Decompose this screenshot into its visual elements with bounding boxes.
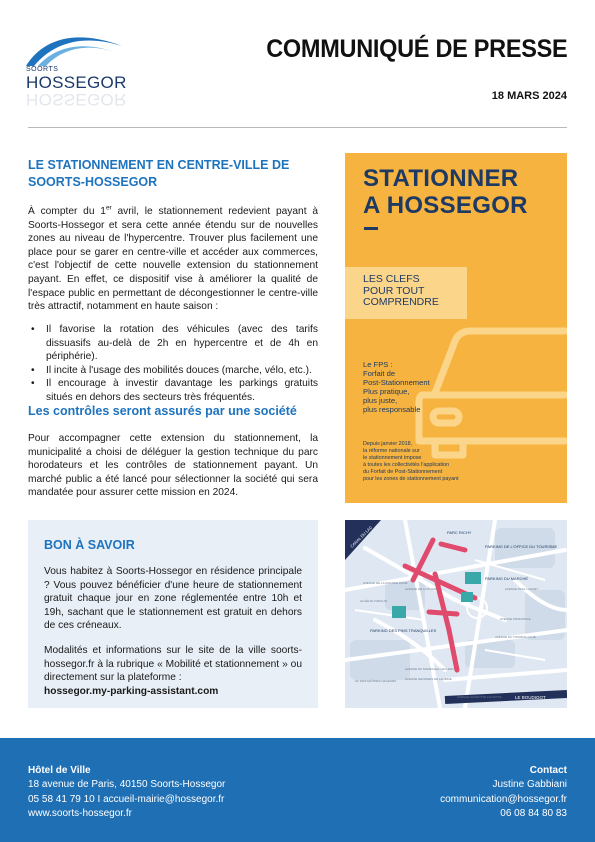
footer-contact-title: Contact: [529, 765, 567, 776]
footer-address: 18 avenue de Paris, 40150 Soorts-Hossegor: [28, 779, 226, 791]
footer-phone-email[interactable]: 05 58 41 79 10 I accueil-mairie@hossegor.fr: [28, 793, 225, 805]
poster-clefs: LES CLEFS POUR TOUT COMPRENDRE: [363, 273, 439, 308]
poster-fps: Le FPS : Forfait de Post-Stationnement Plus pratique, plus juste, plus responsable: [363, 360, 430, 414]
soorts-hossegor-logo: [24, 26, 134, 109]
svg-text:AVENUE DU TOURING CLUB: AVENUE DU TOURING CLUB: [495, 635, 536, 639]
header-divider: [28, 127, 567, 128]
list-item: • Il favorise la rotation des véhicules (avec des tarifs dissuasifs au-delà de 2h en hypercentre et de 4h en périphérie).: [31, 324, 318, 363]
svg-text:AVENUE SAUBOTTE LACIOTTE: AVENUE SAUBOTTE LACIOTTE: [457, 695, 502, 699]
parking-office-shape: [465, 572, 481, 584]
svg-text:CANAL DU LAC: CANAL DU LAC: [349, 524, 374, 549]
footer-contact-name: Justine Gabbiani: [492, 779, 567, 791]
footer-contact-phone[interactable]: 06 08 84 80 83: [500, 807, 567, 819]
document-date: 18 MARS 2024: [491, 90, 567, 102]
logo-reflection: HOSSEGOR: [26, 90, 127, 109]
info-box-text: Vous habitez à Soorts-Hossegor en résidence principale ? Vous pouvez bénéficier d'une heure de stationnement gratuit chaque jour en zone réglementée entre 10h et 19h, sachant que le stationnement est gratuit en dehors de ces créneaux.: [44, 566, 302, 632]
svg-text:AVENUE GEORGES DE LAUBRIE: AVENUE GEORGES DE LAUBRIE: [405, 677, 452, 681]
controls-paragraph: Pour accompagner cette extension du stationnement, la municipalité a choisi de déléguer la gestion technique du parc horodateurs et les contrôles de stationnement payant. Un marché public a été lancé pour sélectionner la société qui sera mandatée pour assurer cette mission en 2024.: [28, 433, 318, 499]
list-item: • Il encourage à investir davantage les parkings gratuits situés en dehors des secteurs très fréquentés.: [31, 378, 318, 403]
poster-dash: [364, 227, 378, 230]
logo-big-text: HOSSEGOR: [26, 73, 127, 92]
article-title: LE STATIONNEMENT EN CENTRE-VILLE DE SOORTS-HOSSEGOR: [28, 158, 290, 189]
svg-text:PARKING DU MARCHÉ: PARKING DU MARCHÉ: [485, 576, 529, 581]
logo-small-text: SOORTS: [26, 66, 59, 73]
map-svg: [345, 520, 567, 708]
svg-text:AV. DES MAÎTRES NAGEURS: AV. DES MAÎTRES NAGEURS: [355, 679, 397, 683]
footer: [0, 738, 595, 842]
svg-text:AVENUE DE LA GRANDE DUNE: AVENUE DE LA GRANDE DUNE: [363, 581, 408, 585]
svg-text:AVENUE DU MARÉCHAL LECLERC: AVENUE DU MARÉCHAL LECLERC: [405, 667, 455, 671]
parking-marche-shape: [461, 592, 473, 602]
wave-icon: [24, 26, 124, 68]
footer-website-link[interactable]: www.soorts-hossegor.fr: [28, 807, 132, 819]
list-item: • Il incite à l'usage des mobilités douces (marche, vélo, etc.).: [31, 364, 312, 376]
footer-left: [28, 764, 225, 821]
stationner-poster: [345, 153, 567, 503]
svg-text:LE BOUDIGOT: LE BOUDIGOT: [515, 695, 546, 700]
svg-text:AVENUE PAUL LAHARY: AVENUE PAUL LAHARY: [505, 587, 539, 591]
document-title: COMMUNIQUÉ DE PRESSE: [265, 35, 567, 63]
parking-platform-link[interactable]: hossegor.my-parking-assistant.com: [44, 685, 219, 697]
parking-pins-shape: [392, 606, 406, 618]
svg-text:AVENUE DE LA PLAGE: AVENUE DE LA PLAGE: [405, 587, 438, 591]
svg-text:ALLÉE DU MOULIN: ALLÉE DU MOULIN: [360, 599, 388, 603]
footer-right: [440, 764, 567, 821]
section-subtitle: Les contrôles seront assurés par une société: [28, 404, 297, 418]
footer-townhall-title: Hôtel de Ville: [28, 765, 91, 776]
svg-text:AVENUE PRINCIPALE: AVENUE PRINCIPALE: [500, 617, 531, 621]
poster-since: Depuis janvier 2018, la réforme nationale sur le stationnement impose à toutes les collectivités l'application du Forfait de Post-Stationnement pour les zones de stationnement payant: [363, 441, 459, 482]
svg-text:PARC RICHY: PARC RICHY: [447, 530, 472, 535]
footer-contact-email[interactable]: communication@hossegor.fr: [440, 793, 567, 805]
poster-title: STATIONNER A HOSSEGOR: [363, 165, 528, 219]
parking-zone-map: [345, 520, 567, 708]
bullet-list: [28, 323, 318, 405]
info-box: [28, 520, 318, 708]
intro-paragraph: À compter du 1er avril, le stationnement redevient payant à Soorts-Hossegor et sera cette année étendu sur de nouvelles zones au niveau de l'hypercentre. Trouver plus facilement une place pour se garer en centre-ville et accéder aux commerces, c'est l'objectif de cette nouvelle extension du stationnement payant. En effet, ce dispositif vise à améliorer la qualité de l'espace public en permettant de décongestionner le centre-ville très attractif, notamment en haute saison :: [28, 204, 318, 313]
info-box-modalities: Modalités et informations sur le site de la ville soorts-hossegor.fr à la rubrique « Mobilité et stationnement » ou directement sur la plateforme :: [44, 644, 302, 684]
svg-text:PARKING DES PINS TRANQUILLES: PARKING DES PINS TRANQUILLES: [370, 628, 437, 633]
svg-text:PARKING DE L'OFFICE DU TOURISM: PARKING DE L'OFFICE DU TOURISME: [485, 544, 558, 549]
info-box-title: BON À SAVOIR: [44, 538, 135, 552]
